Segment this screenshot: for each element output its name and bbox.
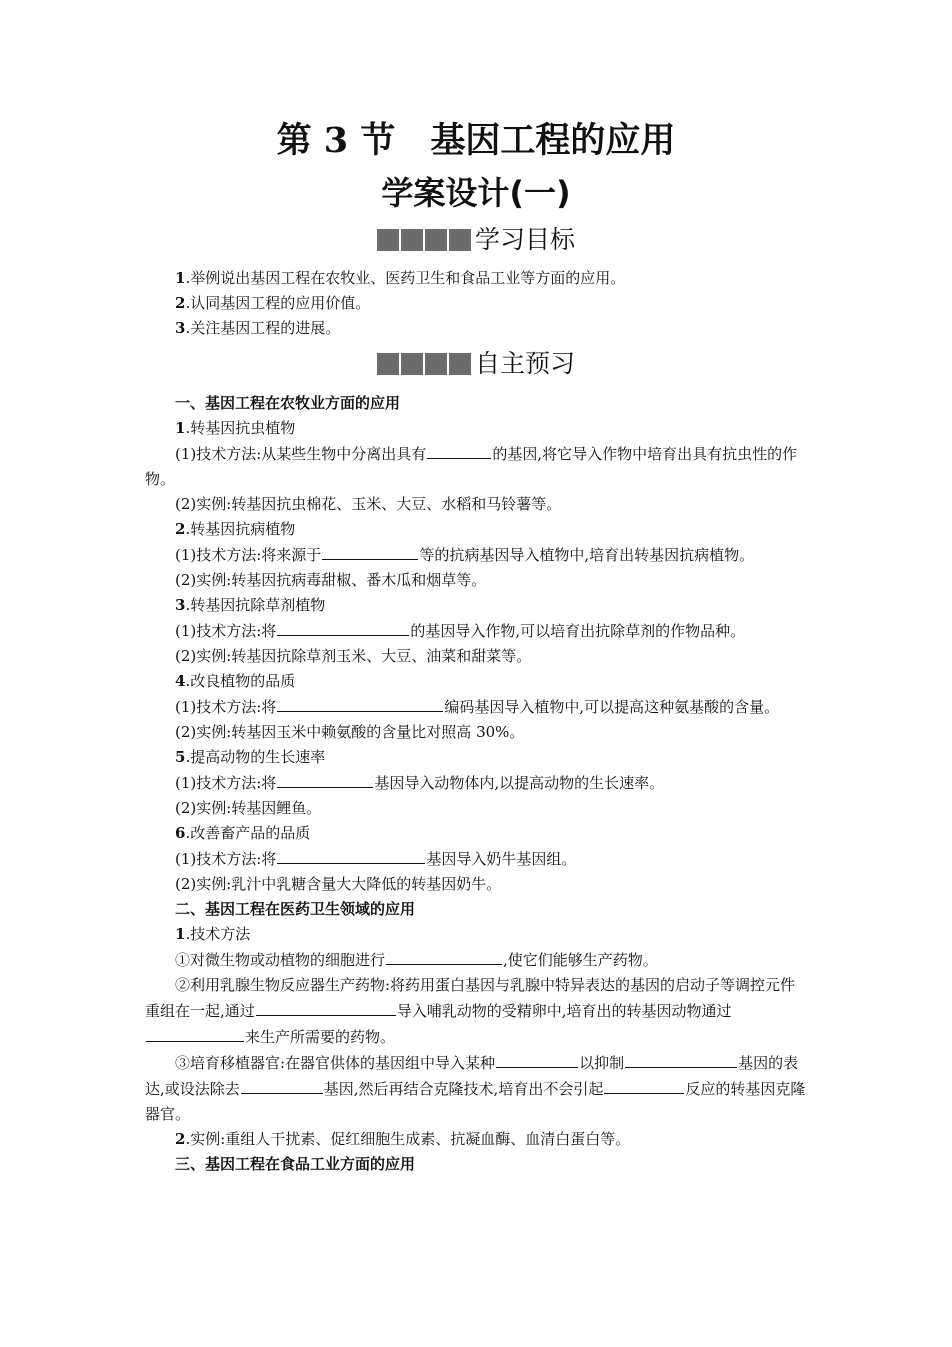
section-label-preview: 自主预习 xyxy=(474,349,575,378)
topic-title: 6.改善畜产品的品质 xyxy=(175,824,311,842)
goal-item: 1.举例说出基因工程在农牧业、医药卫生和食品工业等方面的应用。 xyxy=(175,269,626,287)
part2-heading: 二、基因工程在医药卫生领域的应用 xyxy=(175,900,416,918)
fill-blank[interactable] xyxy=(625,1050,737,1068)
topic-title: 4.改良植物的品质 xyxy=(175,672,296,690)
example-line: (2)实例:转基因抗虫棉花、玉米、大豆、水稻和马铃薯等。 xyxy=(175,495,562,513)
method-line: ③培育移植器官:在器官供体的基因组中导入某种 以抑制 基因的表达,或设法除去 基因,然后再结合克隆技术,培育出不会引起 反应的转基因克隆器官。 xyxy=(145,1050,810,1127)
example-line: (2)实例:转基因鲤鱼。 xyxy=(175,799,322,817)
fill-blank[interactable] xyxy=(256,998,396,1016)
fill-blank[interactable] xyxy=(496,1050,578,1068)
topic-title: 3.转基因抗除草剂植物 xyxy=(175,596,326,614)
topic-title: 5.提高动物的生长速率 xyxy=(175,748,326,766)
method-line: (1)技术方法:将 编码基因导入植物中,可以提高这种氨基酸的含量。 xyxy=(145,694,810,720)
fill-blank[interactable] xyxy=(277,846,425,864)
method-line: (1)技术方法:从某些生物中分离出具有 的基因,将它导入作物中培育出具有抗虫性的作物。 xyxy=(145,441,810,492)
method-line: (1)技术方法:将 的基因导入作物,可以培育出抗除草剂的作物品种。 xyxy=(145,618,810,644)
page-subtitle: 学案设计(一) xyxy=(381,174,571,212)
topic-title: 1.技术方法 xyxy=(175,925,251,943)
method-line: (1)技术方法:将 基因导入动物体内,以提高动物的生长速率。 xyxy=(145,770,810,796)
part3-heading: 三、基因工程在食品工业方面的应用 xyxy=(175,1155,416,1173)
goal-item: 2.认同基因工程的应用价值。 xyxy=(175,294,371,312)
topic-title: 2.转基因抗病植物 xyxy=(175,520,296,538)
example-line: 2.实例:重组人干扰素、促红细胞生成素、抗凝血酶、血清白蛋白等。 xyxy=(175,1130,631,1148)
fill-blank[interactable] xyxy=(146,1024,244,1042)
document-body xyxy=(145,266,810,1177)
example-line: (2)实例:转基因抗病毒甜椒、番木瓜和烟草等。 xyxy=(175,571,487,589)
goal-item: 3.关注基因工程的进展。 xyxy=(175,319,341,337)
section-label-goals: 学习目标 xyxy=(474,225,575,254)
fill-blank[interactable] xyxy=(277,770,373,788)
decorative-blocks xyxy=(377,229,471,251)
method-line: ①对微生物或动植物的细胞进行 ,使它们能够生产药物。 xyxy=(145,947,810,973)
fill-blank[interactable] xyxy=(241,1076,323,1094)
fill-blank[interactable] xyxy=(277,618,409,636)
example-line: (2)实例:乳汁中乳糖含量大大降低的转基因奶牛。 xyxy=(175,875,502,893)
example-line: (2)实例:转基因玉米中赖氨酸的含量比对照高 30%。 xyxy=(175,723,525,741)
method-line: (1)技术方法:将 基因导入奶牛基因组。 xyxy=(145,846,810,872)
fill-blank[interactable] xyxy=(427,441,491,459)
fill-blank[interactable] xyxy=(386,947,502,965)
example-line: (2)实例:转基因抗除草剂玉米、大豆、油菜和甜菜等。 xyxy=(175,647,532,665)
fill-blank[interactable] xyxy=(277,694,443,712)
method-line: (1)技术方法:将来源于 等的抗病基因导入植物中,培育出转基因抗病植物。 xyxy=(145,542,810,568)
method-line: ②利用乳腺生物反应器生产药物:将药用蛋白基因与乳腺中特异表达的基因的启动子等调控元件重组在一起,通过 导入哺乳动物的受精卵中,培育出的转基因动物通过来生产所需要的药物。 xyxy=(145,976,796,1046)
topic-title: 1.转基因抗虫植物 xyxy=(175,419,296,437)
section-header-goals xyxy=(0,225,952,255)
part1-heading: 一、基因工程在农牧业方面的应用 xyxy=(175,394,401,412)
fill-blank[interactable] xyxy=(322,542,418,560)
fill-blank[interactable] xyxy=(604,1076,684,1094)
page-title: 第 3 节 基因工程的应用 xyxy=(276,120,676,161)
